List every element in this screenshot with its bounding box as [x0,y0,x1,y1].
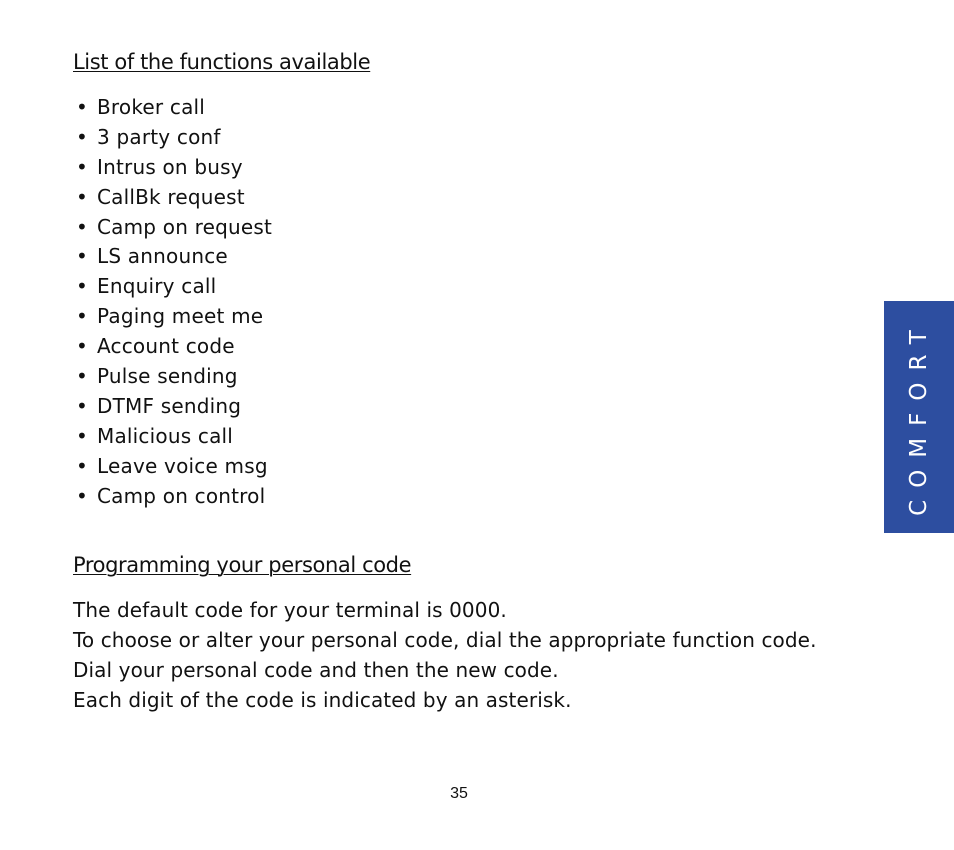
bullet-icon: • [76,244,88,269]
paragraph-line: Dial your personal code and then the new code. [73,658,559,682]
bullet-icon: • [76,304,88,329]
list-item: • Camp on control [76,482,272,512]
paragraph-line: The default code for your terminal is 0000. [73,598,507,622]
list-item: • Account code [76,332,272,362]
bullet-icon: • [76,483,88,508]
list-item: • Enquiry call [76,272,272,302]
list-item: • LS announce [76,242,272,272]
bullet-icon: • [76,393,88,418]
section-tab-label: COMFORT [906,318,932,516]
personal-code-text [73,595,817,715]
paragraph-line: To choose or alter your personal code, dial the appropriate function code. [73,628,817,652]
comfort-section-tab [884,301,954,533]
list-item: • Broker call [76,93,272,123]
list-item: • CallBk request [76,183,272,213]
list-item: • Malicious call [76,422,272,452]
list-item: • Paging meet me [76,302,272,332]
paragraph-line: Each digit of the code is indicated by an asterisk. [73,688,572,712]
list-item: • Camp on request [76,213,272,243]
personal-code-heading: Programming your personal code [73,553,412,577]
functions-list [76,93,272,511]
list-item: • DTMF sending [76,392,272,422]
bullet-icon: • [76,95,88,119]
bullet-icon: • [76,364,88,389]
bullet-icon: • [76,214,88,239]
list-item: • 3 party conf [76,123,272,153]
bullet-icon: • [76,274,88,299]
bullet-icon: • [76,334,88,359]
bullet-icon: • [76,423,88,448]
bullet-icon: • [76,124,88,149]
functions-heading: List of the functions available [73,50,371,74]
list-item: • Intrus on busy [76,153,272,183]
list-item: • Leave voice msg [76,452,272,482]
page-number: 35 [450,785,468,802]
list-item: • Pulse sending [76,362,272,392]
bullet-icon: • [76,453,88,478]
bullet-icon: • [76,184,88,209]
bullet-icon: • [76,154,88,179]
